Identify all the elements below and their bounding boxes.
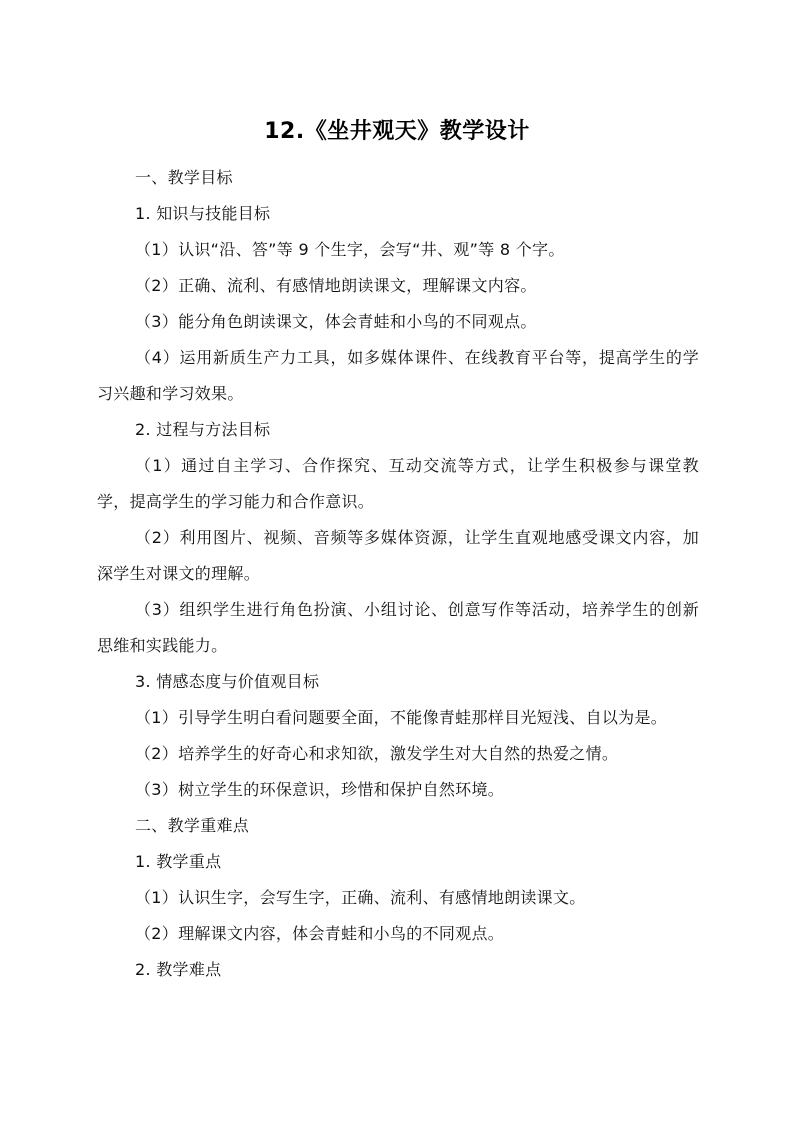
paragraph: （1）通过自主学习、合作探究、互动交流等方式，让学生积极参与课堂教学，提高学生的学习能力和合作意识。 <box>97 456 699 511</box>
paragraph: （2）正确、流利、有感情地朗读课文，理解课文内容。 <box>135 276 537 295</box>
paragraph: （1）引导学生明白看问题要全面，不能像青蛙那样目光短浅、自以为是。 <box>135 708 668 727</box>
subheading-process-methods: 2. 过程与方法目标 <box>135 420 271 439</box>
section-heading-key-difficult: 二、教学重难点 <box>135 816 250 835</box>
paragraph: （1）认识“沿、答”等 9 个生字，会写“井、观”等 8 个字。 <box>135 240 565 259</box>
subheading-emotion-values: 3. 情感态度与价值观目标 <box>135 672 320 691</box>
paragraph: （1）认识生字，会写生字，正确、流利、有感情地朗读课文。 <box>135 888 586 907</box>
document-body <box>97 160 699 988</box>
paragraph: （2）培养学生的好奇心和求知欲，激发学生对大自然的热爱之情。 <box>135 744 619 763</box>
paragraph: （2）理解课文内容，体会青蛙和小鸟的不同观点。 <box>135 924 505 943</box>
paragraph: （2）利用图片、视频、音频等多媒体资源，让学生直观地感受课文内容，加深学生对课文的理解。 <box>97 528 699 583</box>
paragraph: （3）能分角色朗读课文，体会青蛙和小鸟的不同观点。 <box>135 312 537 331</box>
subheading-key-points: 1. 教学重点 <box>135 852 222 871</box>
subheading-knowledge-skills: 1. 知识与技能目标 <box>135 204 271 223</box>
document-title: 12.《坐井观天》教学设计 <box>264 119 530 144</box>
paragraph: （3）树立学生的环保意识，珍惜和保护自然环境。 <box>135 780 505 799</box>
subheading-difficult-points: 2. 教学难点 <box>135 960 222 979</box>
section-heading-objectives: 一、教学目标 <box>135 168 233 187</box>
paragraph: （4）运用新质生产力工具，如多媒体课件、在线教育平台等，提高学生的学习兴趣和学习效果。 <box>97 348 699 403</box>
paragraph: （3）组织学生进行角色扮演、小组讨论、创意写作等活动，培养学生的创新思维和实践能力。 <box>97 600 699 655</box>
